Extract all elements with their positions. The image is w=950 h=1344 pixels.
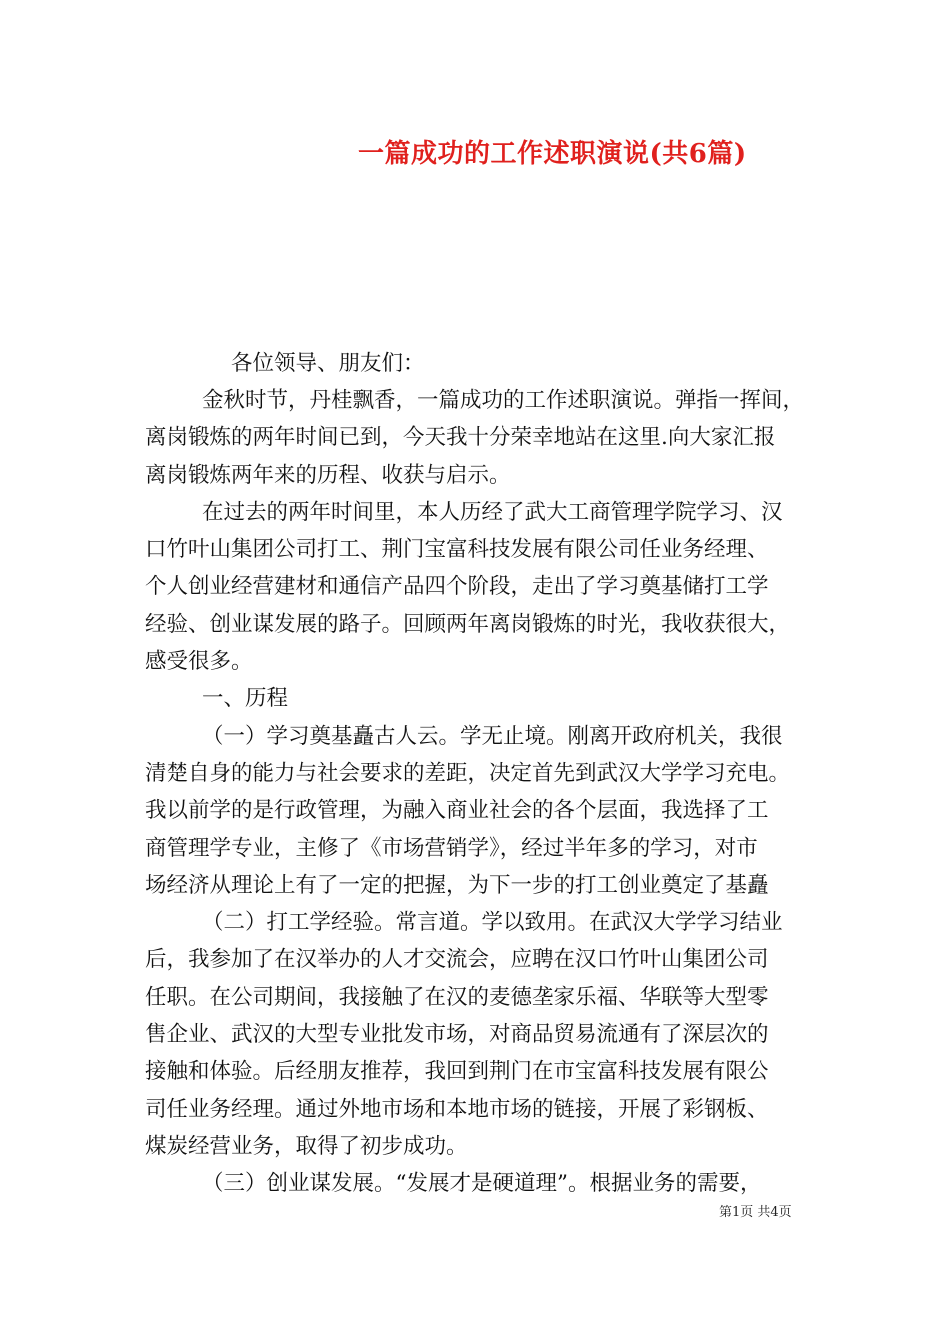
- paragraph-line: 任职。在公司期间，我接触了在汉的麦德垄家乐福、华联等大型零: [145, 984, 769, 1010]
- document-body: [145, 345, 815, 1203]
- paragraph-line: 在过去的两年时间里，本人历经了武大工商管理学院学习、汉: [202, 499, 783, 525]
- paragraph-line: 感受很多。: [145, 649, 253, 675]
- paragraph-line: 接触和体验。后经朋友推荐，我回到荆门在市宝富科技发展有限公: [145, 1059, 769, 1085]
- paragraph-line: 司任业务经理。通过外地市场和本地市场的链接，开展了彩钢板、: [145, 1096, 769, 1122]
- paragraph-line: 售企业、武汉的大型专业批发市场，对商品贸易流通有了深层次的: [145, 1022, 769, 1048]
- salutation: 各位领导、朋友们：: [231, 351, 425, 376]
- paragraph-line: 商管理学专业，主修了《市场营销学》，经过半年多的学习，对市: [145, 835, 758, 861]
- paragraph-line: （三）创业谋发展。“发展才是硬道理”。根据业务的需要，: [202, 1171, 762, 1197]
- paragraph-line: 个人创业经营建材和通信产品四个阶段，走出了学习奠基储打工学: [145, 574, 769, 600]
- paragraph-line: 金秋时节，丹桂飘香，一篇成功的工作述职演说。弹指一挥间，: [202, 388, 805, 413]
- paragraph-line: 经验、创业谋发展的路子。回顾两年离岗锻炼的时光，我收获很大，: [145, 611, 791, 637]
- paragraph-line: 口竹叶山集团公司打工、荆门宝富科技发展有限公司任业务经理、: [145, 537, 769, 563]
- paragraph-line: 离岗锻炼的两年时间已到，今天我十分荣幸地站在这里.向大家汇报: [145, 425, 776, 451]
- paragraph-line: （一）学习奠基矗古人云。学无止境。刚离开政府机关，我很: [202, 723, 783, 749]
- paragraph-line: 后，我参加了在汉举办的人才交流会，应聘在汉口竹叶山集团公司: [145, 947, 769, 973]
- page-number: 第1页 共4页: [719, 1205, 792, 1220]
- paragraph-line: 场经济从理论上有了一定的把握，为下一步的打工创业奠定了基矗: [145, 872, 769, 898]
- section-heading: 一、历程: [202, 686, 289, 712]
- paragraph-line: （二）打工学经验。常言道。学以致用。在武汉大学学习结业: [202, 910, 783, 936]
- paragraph-line: 煤炭经营业务，取得了初步成功。: [145, 1133, 468, 1159]
- paragraph-line: 我以前学的是行政管理，为融入商业社会的各个层面，我选择了工: [145, 798, 769, 824]
- paragraph-line: 清楚自身的能力与社会要求的差距，决定首先到武汉大学学习充电。: [145, 760, 791, 786]
- paragraph-line: 离岗锻炼两年来的历程、收获与启示。: [145, 462, 511, 488]
- document-title: 一篇成功的工作述职演说(共6篇): [358, 139, 747, 169]
